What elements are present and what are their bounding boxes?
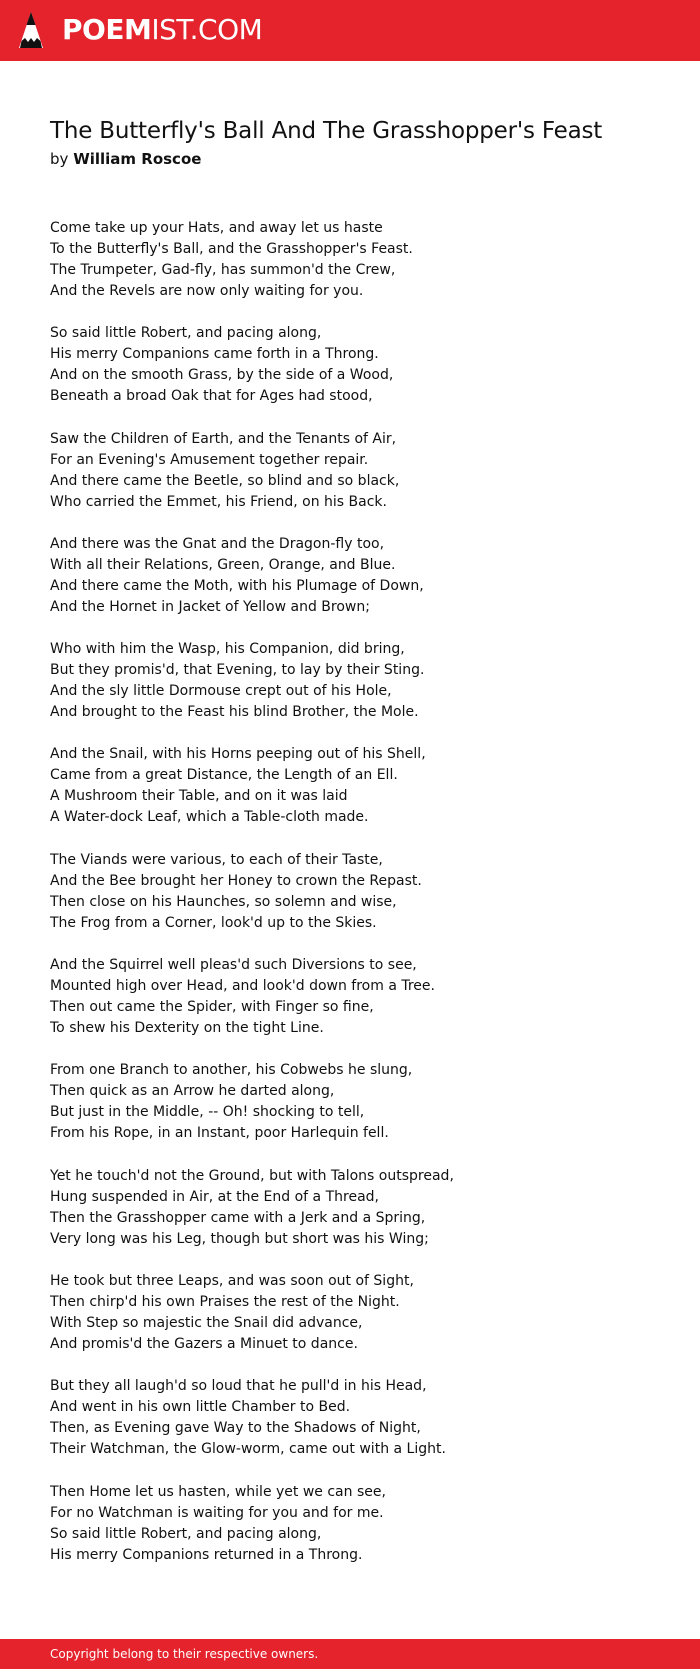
author-name: William Roscoe bbox=[73, 150, 202, 168]
poem-line: A Water-dock Leaf, which a Table-cloth made. bbox=[50, 809, 369, 826]
poem-line: So said little Robert, and pacing along, bbox=[50, 325, 322, 342]
stanza bbox=[50, 534, 670, 618]
stanza bbox=[50, 1166, 670, 1250]
poem-line: Then close on his Haunches, so solemn and wise, bbox=[50, 893, 397, 910]
stanza bbox=[50, 1271, 670, 1355]
poem-line: Who with him the Wasp, his Companion, did bring, bbox=[50, 641, 405, 658]
logo-bold-text: POEM bbox=[62, 13, 152, 46]
poem-line: Then the Grasshopper came with a Jerk and a Spring, bbox=[50, 1209, 426, 1226]
stanza bbox=[50, 1376, 670, 1460]
poem-line: Mounted high over Head, and look'd down from a Tree. bbox=[50, 978, 435, 995]
poem-line: With all their Relations, Green, Orange, and Blue. bbox=[50, 556, 396, 573]
poem-body bbox=[50, 218, 670, 1587]
poem-line: For an Evening's Amusement together repair. bbox=[50, 451, 369, 468]
poem-line: Beneath a broad Oak that for Ages had stood, bbox=[50, 388, 373, 405]
stanza bbox=[50, 744, 670, 828]
poem-line: The Trumpeter, Gad-fly, has summon'd the Crew, bbox=[50, 262, 396, 278]
poem-line: And on the smooth Grass, by the side of a Wood, bbox=[50, 367, 394, 384]
poem-line: Come take up your Hats, and away let us haste bbox=[50, 220, 383, 236]
poem-line: To the Butterfly's Ball, and the Grasshopper's Feast. bbox=[50, 241, 413, 257]
poem-line: His merry Companions came forth in a Throng. bbox=[50, 346, 379, 363]
poem-line: The Viands were various, to each of their Taste, bbox=[50, 851, 383, 868]
poem-line: But just in the Middle, -- Oh! shocking to tell, bbox=[50, 1104, 365, 1121]
poem-line: And the sly little Dormouse crept out of his Hole, bbox=[50, 683, 392, 700]
poem-line: From one Branch to another, his Cobwebs he slung, bbox=[50, 1062, 413, 1079]
poem-line: And there was the Gnat and the Dragon-fly too, bbox=[50, 535, 385, 552]
byline bbox=[50, 148, 201, 170]
poem-line: Then quick as an Arrow he darted along, bbox=[50, 1083, 335, 1100]
stanza bbox=[50, 1060, 670, 1144]
stanza bbox=[50, 955, 670, 1039]
stanza bbox=[50, 323, 670, 407]
poem-title: The Butterfly's Ball And The Grasshopper's Feast bbox=[50, 118, 603, 144]
poem-line: But they promis'd, that Evening, to lay by their Sting. bbox=[50, 662, 425, 679]
poem-line: A Mushroom their Table, and on it was laid bbox=[50, 788, 348, 805]
poem-line: So said little Robert, and pacing along, bbox=[50, 1525, 322, 1542]
poem-line: Came from a great Distance, the Length of an Ell. bbox=[50, 767, 398, 784]
poem-line: Then out came the Spider, with Finger so fine, bbox=[50, 999, 374, 1016]
poem-line: And promis'd the Gazers a Minuet to dance. bbox=[50, 1335, 358, 1352]
poem-line: Then Home let us hasten, while yet we can see, bbox=[50, 1483, 386, 1500]
poem-line: And the Snail, with his Horns peeping out of his Shell, bbox=[50, 746, 426, 763]
poem-line: Who carried the Emmet, his Friend, on his Back. bbox=[50, 493, 387, 510]
poem-line: And there came the Moth, with his Plumage of Down, bbox=[50, 577, 424, 594]
poem-line: His merry Companions returned in a Throng. bbox=[50, 1546, 363, 1563]
site-header bbox=[0, 0, 700, 61]
poem-line: Then, as Evening gave Way to the Shadows of Night, bbox=[50, 1420, 421, 1437]
poem-line: To shew his Dexterity on the tight Line. bbox=[50, 1020, 324, 1037]
site-logo[interactable] bbox=[62, 13, 262, 47]
by-label: by bbox=[50, 150, 69, 168]
poem-line: Then chirp'd his own Praises the rest of the Night. bbox=[50, 1293, 400, 1310]
poem-line: He took but three Leaps, and was soon out of Sight, bbox=[50, 1272, 414, 1289]
poem-line: And the Hornet in Jacket of Yellow and Brown; bbox=[50, 598, 370, 615]
poem-line: With Step so majestic the Snail did advance, bbox=[50, 1314, 363, 1331]
stanza bbox=[50, 639, 670, 723]
stanza bbox=[50, 429, 670, 513]
poem-line: And the Squirrel well pleas'd such Diversions to see, bbox=[50, 957, 417, 974]
poem-line: Saw the Children of Earth, and the Tenants of Air, bbox=[50, 430, 397, 447]
poem-line: The Frog from a Corner, look'd up to the Skies. bbox=[50, 914, 377, 931]
stanza bbox=[50, 218, 670, 302]
site-footer bbox=[0, 1639, 700, 1669]
poem-line: And the Revels are now only waiting for you. bbox=[50, 283, 364, 299]
poem-line: For no Watchman is waiting for you and for me. bbox=[50, 1504, 384, 1521]
stanza bbox=[50, 1482, 670, 1566]
poem-line: Yet he touch'd not the Ground, but with Talons outspread, bbox=[50, 1167, 454, 1184]
stanza bbox=[50, 850, 670, 934]
poem-line: And brought to the Feast his blind Brother, the Mole. bbox=[50, 704, 419, 721]
pencil-tip-icon[interactable] bbox=[17, 11, 45, 51]
poem-line: And went in his own little Chamber to Bed. bbox=[50, 1399, 351, 1416]
poem-line: Their Watchman, the Glow-worm, came out with a Light. bbox=[50, 1441, 446, 1458]
poem-line: And there came the Beetle, so blind and so black, bbox=[50, 472, 400, 489]
logo-light-text: IST.COM bbox=[151, 13, 263, 46]
poem-line: From his Rope, in an Instant, poor Harlequin fell. bbox=[50, 1125, 389, 1142]
copyright-notice: Copyright belong to their respective owners. bbox=[50, 1647, 319, 1661]
poem-line: But they all laugh'd so loud that he pull'd in his Head, bbox=[50, 1378, 427, 1395]
poem-line: Hung suspended in Air, at the End of a Thread, bbox=[50, 1188, 379, 1205]
poem-line: Very long was his Leg, though but short was his Wing; bbox=[50, 1230, 429, 1247]
poem-line: And the Bee brought her Honey to crown the Repast. bbox=[50, 872, 422, 889]
